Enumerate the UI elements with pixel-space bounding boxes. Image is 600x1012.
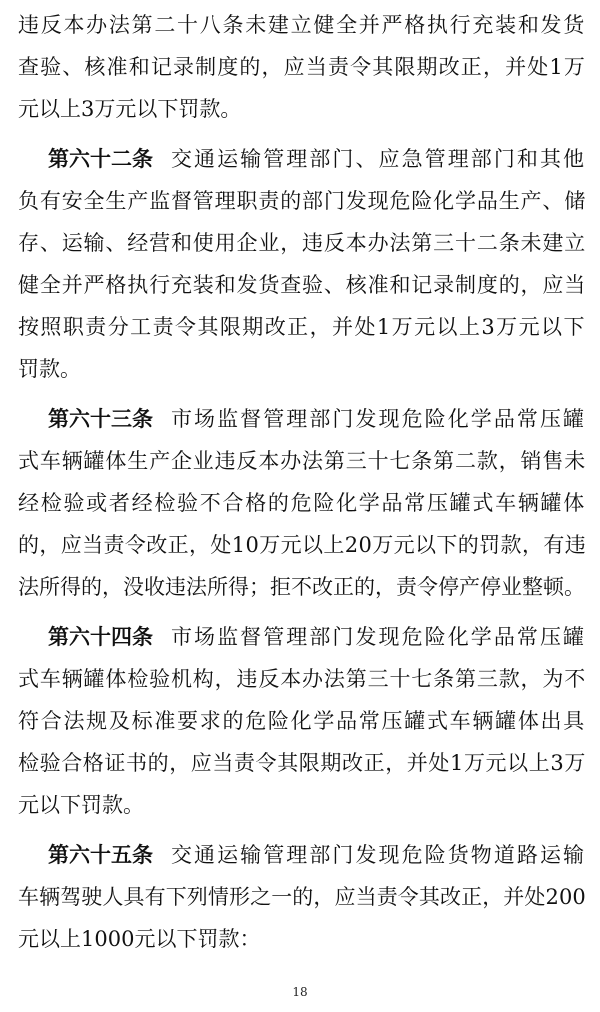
line-text: 经检验或者经检验不合格的危险化学品常压罐式车辆罐体	[18, 491, 586, 515]
paragraph	[18, 4, 586, 130]
paragraph	[18, 834, 586, 960]
line-text: 违反本办法第二十八条未建立健全并严格执行充装和发货	[18, 13, 586, 37]
text-line	[18, 482, 586, 524]
text-line	[18, 348, 586, 390]
line-text: 市场监督管理部门发现危险化学品常压罐	[171, 407, 587, 431]
line-text: 法所得的，没收违法所得；拒不改正的，责令停产停业整顿。	[18, 575, 585, 599]
text-line	[18, 306, 586, 348]
text-line	[18, 4, 586, 46]
line-text: 车辆驾驶人具有下列情形之一的，应当责令其改正，并处200	[18, 885, 586, 909]
line-text: 符合法规及标准要求的危险化学品常压罐式车辆罐体出具	[18, 709, 586, 733]
line-text: 的，应当责令改正，处10万元以上20万元以下的罚款，有违	[18, 533, 587, 557]
text-line	[18, 742, 586, 784]
article-heading: 第六十二条	[48, 146, 153, 171]
text-line	[18, 222, 586, 264]
text-line	[18, 46, 586, 88]
line-text: 市场监督管理部门发现危险化学品常压罐	[171, 625, 587, 649]
text-line	[18, 88, 586, 130]
text-line	[18, 440, 586, 482]
paragraph	[18, 616, 586, 826]
line-text: 交通运输管理部门、应急管理部门和其他	[171, 147, 587, 171]
paragraph	[18, 398, 586, 608]
article-heading: 第六十五条	[48, 842, 153, 867]
text-line	[18, 658, 586, 700]
line-text: 罚款。	[18, 357, 81, 381]
text-line	[18, 524, 586, 566]
line-text: 存、运输、经营和使用企业，违反本办法第三十二条未建立	[18, 231, 587, 255]
text-line	[18, 784, 586, 826]
text-line	[18, 918, 586, 960]
line-text: 式车辆罐体生产企业违反本办法第三十七条第二款，销售未	[18, 449, 587, 473]
paragraph	[18, 138, 586, 390]
text-line	[18, 566, 586, 608]
line-text: 元以上3万元以下罚款。	[18, 97, 242, 121]
line-text: 式车辆罐体检验机构，违反本办法第三十七条第三款，为不	[18, 667, 587, 691]
line-text: 元以下罚款。	[18, 793, 144, 817]
article-heading: 第六十三条	[48, 406, 153, 431]
document-body	[18, 4, 586, 960]
text-line	[18, 138, 586, 180]
text-line	[18, 616, 586, 658]
line-text: 查验、核准和记录制度的，应当责令其限期改正，并处1万	[18, 55, 586, 79]
page-number: 18	[292, 985, 308, 999]
line-text: 交通运输管理部门发现危险货物道路运输	[171, 843, 587, 867]
line-text: 元以上1000元以下罚款：	[18, 927, 261, 951]
text-line	[18, 876, 586, 918]
line-text: 健全并严格执行充装和发货查验、核准和记录制度的，应当	[18, 273, 587, 297]
line-text: 负有安全生产监督管理职责的部门发现危险化学品生产、储	[18, 189, 587, 213]
line-text: 按照职责分工责令其限期改正，并处1万元以上3万元以下	[18, 315, 586, 339]
line-text: 检验合格证书的，应当责令其限期改正，并处1万元以上3万	[18, 751, 586, 775]
text-line	[18, 180, 586, 222]
text-line	[18, 398, 586, 440]
text-line	[18, 700, 586, 742]
article-heading: 第六十四条	[48, 624, 153, 649]
text-line	[18, 834, 586, 876]
text-line	[18, 264, 586, 306]
